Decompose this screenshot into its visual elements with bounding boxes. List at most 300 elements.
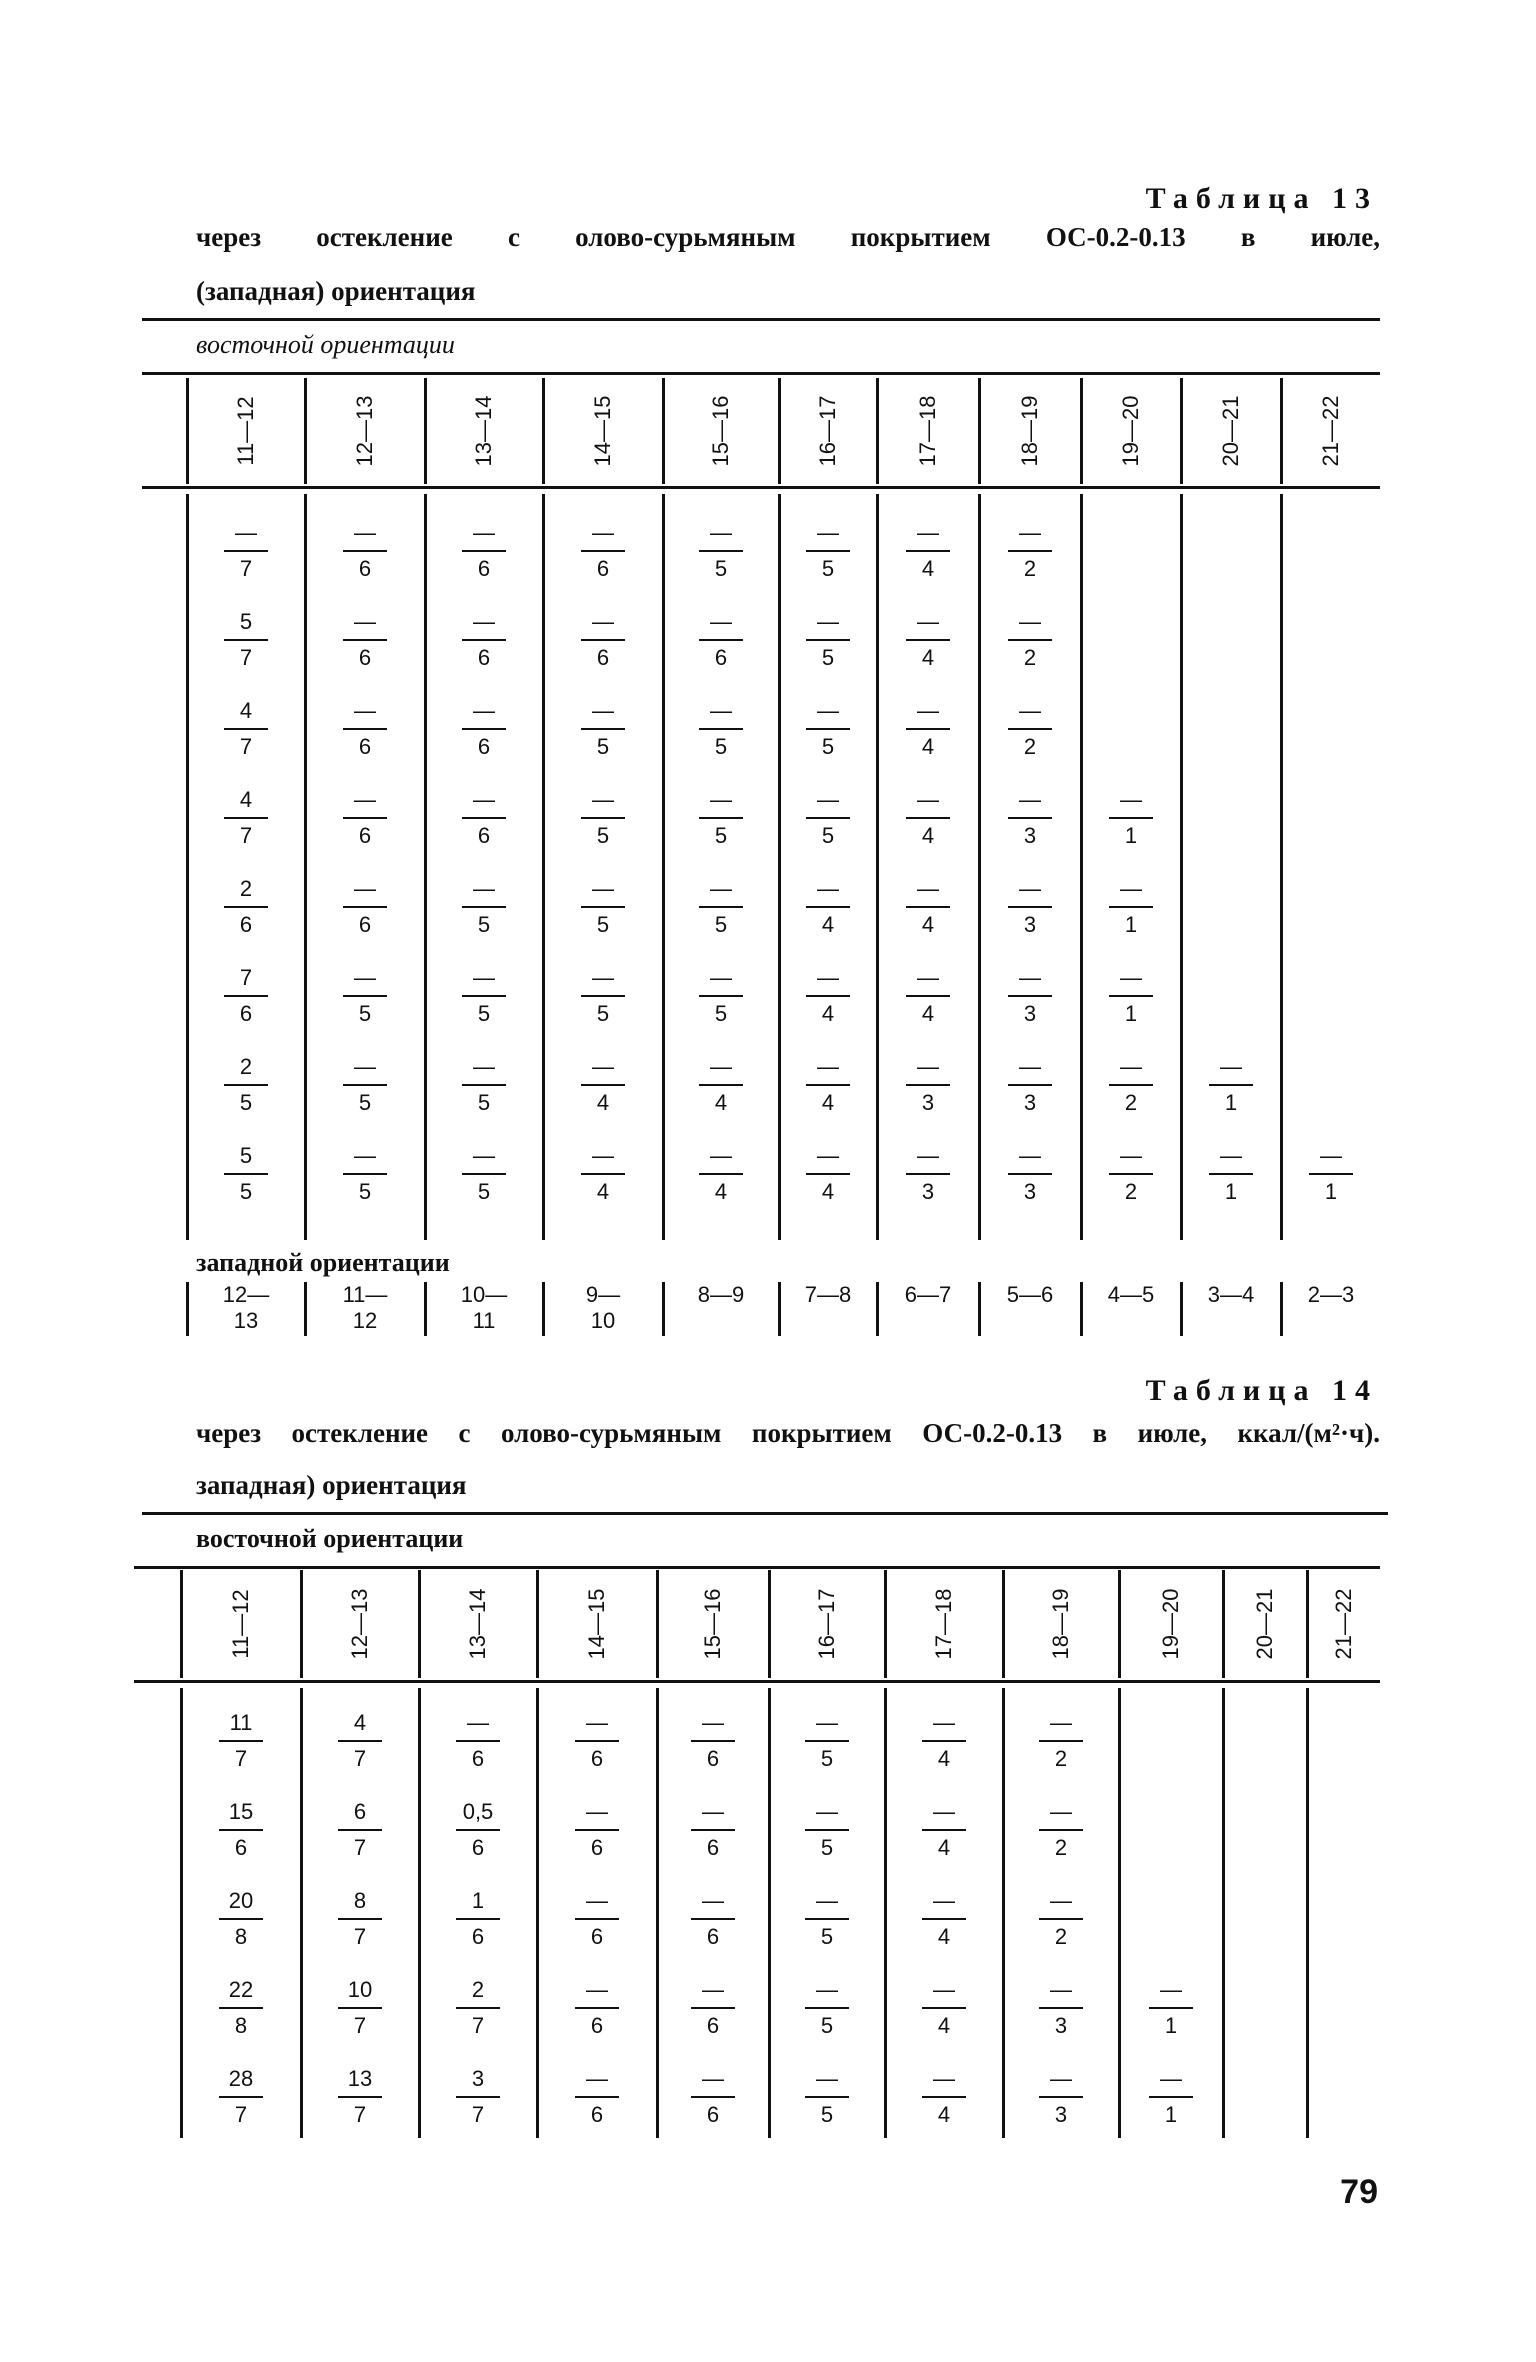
fraction-denominator: 6: [358, 734, 372, 759]
column-divider: [778, 1282, 781, 1336]
column-header: 16—17: [815, 395, 840, 467]
fraction-bar: [462, 1084, 506, 1086]
column-divider: [876, 378, 879, 484]
fraction-denominator: 1: [1164, 2102, 1178, 2127]
fraction-cell: [211, 1799, 271, 1861]
fraction-cell: [683, 1710, 743, 1772]
fraction-bar: [456, 2096, 500, 2098]
fraction-numerator: —: [1019, 876, 1041, 901]
fraction-bar: [343, 1173, 387, 1175]
fraction-bar: [581, 550, 625, 552]
fraction-bar: [1008, 728, 1052, 730]
fraction-bar: [805, 2007, 849, 2009]
fraction-bar: [343, 728, 387, 730]
fraction-bar: [338, 2096, 382, 2098]
west-hour-line: 10—: [460, 1282, 508, 1307]
column-divider: [1222, 1688, 1225, 2138]
fraction-bar: [699, 817, 743, 819]
fraction-numerator: 5: [239, 609, 253, 634]
fraction-cell: [691, 965, 751, 1027]
fraction-numerator: 22: [228, 1977, 254, 2002]
column-divider: [300, 1570, 303, 1678]
fraction-denominator: 7: [353, 2013, 367, 2038]
fraction-numerator: 15: [228, 1799, 254, 1824]
fraction-cell: [691, 609, 751, 671]
west-hour-cell: [1108, 1282, 1154, 1308]
fraction-bar: [224, 817, 268, 819]
fraction-numerator: 13: [347, 2066, 373, 2091]
fraction-denominator: 7: [239, 823, 253, 848]
fraction-cell: [335, 787, 395, 849]
fraction-bar: [699, 995, 743, 997]
fraction-denominator: 4: [821, 1179, 835, 1204]
fraction-denominator: 6: [477, 734, 491, 759]
fraction-denominator: 5: [820, 1835, 834, 1860]
table13-rule-header-top: [142, 372, 1380, 375]
west-hour-line: 12—: [222, 1282, 270, 1307]
fraction-numerator: —: [817, 698, 839, 723]
fraction-cell: [335, 1143, 395, 1205]
fraction-numerator: 4: [239, 698, 253, 723]
fraction-denominator: 5: [239, 1090, 253, 1115]
fraction-denominator: 5: [596, 734, 610, 759]
fraction-numerator: —: [354, 698, 376, 723]
fraction-cell: [330, 1710, 390, 1772]
fraction-cell: [898, 787, 958, 849]
fraction-cell: [335, 520, 395, 582]
fraction-cell: [1000, 876, 1060, 938]
column-divider: [1306, 1570, 1309, 1678]
fraction-bar: [343, 550, 387, 552]
fraction-cell: [691, 698, 751, 760]
fraction-numerator: 28: [228, 2066, 254, 2091]
fraction-denominator: 5: [477, 1001, 491, 1026]
fraction-numerator: —: [354, 876, 376, 901]
fraction-cell: [1141, 1977, 1201, 2039]
table13-caption-line1: через остекление с олово-сурьмяным покрытием ОС-0.2-0.13 в июле,: [196, 222, 1380, 252]
fraction-numerator: —: [586, 1799, 608, 1824]
fraction-bar: [581, 1084, 625, 1086]
fraction-cell: [211, 1710, 271, 1772]
fraction-cell: [211, 1888, 271, 1950]
fraction-bar: [219, 1829, 263, 1831]
west-hour-line: 10: [590, 1308, 616, 1333]
fraction-denominator: 4: [937, 2102, 951, 2127]
column-divider: [978, 1282, 981, 1336]
fraction-denominator: 5: [714, 912, 728, 937]
fraction-numerator: —: [702, 1888, 724, 1913]
west-hour-line: 11—: [342, 1282, 388, 1307]
fraction-cell: [454, 965, 514, 1027]
west-hour-cell: [343, 1282, 388, 1334]
fraction-bar: [699, 550, 743, 552]
column-header: 20—21: [1218, 395, 1243, 467]
west-hour-cell: [1007, 1282, 1053, 1308]
fraction-numerator: 0,5: [462, 1799, 494, 1824]
column-divider: [1180, 494, 1183, 1240]
column-divider: [1002, 1688, 1005, 2138]
fraction-numerator: —: [1120, 1054, 1142, 1079]
fraction-denominator: 6: [358, 645, 372, 670]
fraction-bar: [805, 2096, 849, 2098]
fraction-numerator: 8: [353, 1888, 367, 1913]
fraction-bar: [1039, 1740, 1083, 1742]
fraction-numerator: —: [917, 1143, 939, 1168]
column-header: 15—16: [708, 395, 733, 467]
fraction-denominator: 6: [239, 912, 253, 937]
table14-rule-top: [142, 1512, 1388, 1515]
fraction-denominator: 5: [714, 1001, 728, 1026]
fraction-numerator: —: [473, 609, 495, 634]
fraction-numerator: —: [817, 520, 839, 545]
fraction-denominator: 4: [921, 823, 935, 848]
fraction-numerator: 10: [347, 1977, 373, 2002]
fraction-bar: [224, 995, 268, 997]
fraction-bar: [922, 1829, 966, 1831]
fraction-numerator: —: [354, 609, 376, 634]
column-divider: [424, 494, 427, 1240]
fraction-cell: [448, 2066, 508, 2128]
fraction-numerator: —: [933, 1799, 955, 1824]
fraction-bar: [219, 1918, 263, 1920]
fraction-denominator: 6: [471, 1746, 485, 1771]
fraction-cell: [914, 1977, 974, 2039]
fraction-bar: [224, 1084, 268, 1086]
fraction-denominator: 5: [820, 1924, 834, 1949]
fraction-numerator: —: [817, 1143, 839, 1168]
fraction-denominator: 4: [821, 1001, 835, 1026]
fraction-cell: [797, 1888, 857, 1950]
fraction-bar: [224, 1173, 268, 1175]
fraction-numerator: —: [1050, 1710, 1072, 1735]
fraction-denominator: 5: [477, 1179, 491, 1204]
fraction-bar: [806, 728, 850, 730]
fraction-numerator: —: [702, 1710, 724, 1735]
fraction-bar: [1039, 2096, 1083, 2098]
fraction-bar: [699, 728, 743, 730]
fraction-bar: [805, 1829, 849, 1831]
fraction-denominator: 6: [590, 2102, 604, 2127]
fraction-denominator: 4: [596, 1090, 610, 1115]
fraction-cell: [898, 520, 958, 582]
column-divider: [768, 1570, 771, 1678]
fraction-numerator: —: [710, 787, 732, 812]
fraction-bar: [691, 2007, 735, 2009]
fraction-numerator: —: [1320, 1143, 1342, 1168]
column-divider: [884, 1688, 887, 2138]
fraction-denominator: 5: [820, 2013, 834, 2038]
fraction-denominator: 6: [471, 1835, 485, 1860]
fraction-bar: [922, 1740, 966, 1742]
fraction-bar: [691, 1829, 735, 1831]
fraction-bar: [462, 639, 506, 641]
fraction-numerator: —: [1220, 1054, 1242, 1079]
west-hour-line: 6—7: [904, 1282, 952, 1307]
fraction-bar: [343, 995, 387, 997]
column-header: 11—12: [228, 1589, 253, 1659]
fraction-numerator: —: [1019, 787, 1041, 812]
fraction-numerator: —: [592, 520, 614, 545]
fraction-denominator: 1: [1124, 912, 1138, 937]
fraction-denominator: 5: [820, 1746, 834, 1771]
fraction-cell: [330, 1799, 390, 1861]
fraction-cell: [683, 2066, 743, 2128]
fraction-denominator: 2: [1023, 645, 1037, 670]
fraction-bar: [343, 817, 387, 819]
fraction-bar: [691, 1918, 735, 1920]
fraction-bar: [343, 1084, 387, 1086]
fraction-bar: [806, 1084, 850, 1086]
fraction-denominator: 2: [1124, 1090, 1138, 1115]
column-header: 21—22: [1331, 1588, 1356, 1660]
fraction-numerator: —: [702, 1977, 724, 2002]
fraction-cell: [335, 1054, 395, 1116]
table14-caption-line2: западная) ориентация: [196, 1470, 467, 1500]
fraction-cell: [335, 876, 395, 938]
fraction-numerator: —: [1160, 2066, 1182, 2091]
fraction-denominator: 2: [1054, 1835, 1068, 1860]
fraction-numerator: —: [917, 876, 939, 901]
fraction-numerator: —: [933, 2066, 955, 2091]
fraction-denominator: 1: [1164, 2013, 1178, 2038]
fraction-numerator: 3: [471, 2066, 485, 2091]
fraction-cell: [454, 1143, 514, 1205]
fraction-numerator: —: [816, 1977, 838, 2002]
fraction-numerator: —: [1220, 1143, 1242, 1168]
west-hour-line: 5—6: [1006, 1282, 1054, 1307]
fraction-bar: [806, 906, 850, 908]
column-divider: [662, 378, 665, 484]
fraction-numerator: —: [816, 1799, 838, 1824]
fraction-cell: [454, 698, 514, 760]
fraction-bar: [906, 728, 950, 730]
fraction-denominator: 4: [821, 912, 835, 937]
column-divider: [1280, 494, 1283, 1240]
column-divider: [1306, 1688, 1309, 2138]
fraction-denominator: 3: [1023, 912, 1037, 937]
column-header: 21—22: [1318, 395, 1343, 467]
fraction-numerator: —: [473, 1054, 495, 1079]
fraction-cell: [798, 787, 858, 849]
fraction-denominator: 6: [590, 1835, 604, 1860]
column-divider: [978, 378, 981, 484]
west-hour-line: 11: [472, 1308, 496, 1333]
fraction-denominator: 6: [358, 823, 372, 848]
fraction-cell: [216, 787, 276, 849]
fraction-cell: [1000, 787, 1060, 849]
fraction-numerator: 6: [353, 1799, 367, 1824]
fraction-bar: [922, 2007, 966, 2009]
fraction-numerator: —: [1050, 2066, 1072, 2091]
fraction-denominator: 5: [358, 1001, 372, 1026]
fraction-numerator: —: [1120, 1143, 1142, 1168]
column-header: 19—20: [1158, 1588, 1183, 1660]
fraction-numerator: —: [817, 1054, 839, 1079]
fraction-bar: [1039, 1918, 1083, 1920]
fraction-numerator: —: [473, 1143, 495, 1168]
fraction-bar: [456, 1829, 500, 1831]
fraction-numerator: —: [354, 520, 376, 545]
fraction-bar: [219, 1740, 263, 1742]
fraction-denominator: 6: [596, 645, 610, 670]
fraction-cell: [573, 965, 633, 1027]
fraction-bar: [922, 2096, 966, 2098]
column-divider: [542, 494, 545, 1240]
fraction-numerator: 4: [353, 1710, 367, 1735]
fraction-bar: [338, 1918, 382, 1920]
fraction-denominator: 6: [477, 823, 491, 848]
column-divider: [876, 494, 879, 1240]
column-divider: [424, 1282, 427, 1336]
fraction-cell: [691, 520, 751, 582]
fraction-denominator: 7: [471, 2102, 485, 2127]
fraction-numerator: —: [1019, 1143, 1041, 1168]
fraction-denominator: 2: [1054, 1746, 1068, 1771]
fraction-cell: [798, 1054, 858, 1116]
fraction-cell: [1201, 1054, 1261, 1116]
fraction-numerator: —: [917, 609, 939, 634]
fraction-denominator: 1: [1124, 823, 1138, 848]
fraction-denominator: 7: [239, 556, 253, 581]
fraction-numerator: —: [1019, 698, 1041, 723]
fraction-cell: [567, 1888, 627, 1950]
fraction-bar: [462, 550, 506, 552]
fraction-denominator: 2: [1023, 734, 1037, 759]
fraction-cell: [573, 698, 633, 760]
fraction-cell: [1031, 1888, 1091, 1950]
fraction-numerator: 2: [239, 1054, 253, 1079]
west-hour-cell: [1208, 1282, 1254, 1308]
column-header: 14—15: [584, 1588, 609, 1660]
column-divider: [1118, 1688, 1121, 2138]
column-header: 20—21: [1252, 1588, 1277, 1660]
fraction-cell: [691, 787, 751, 849]
fraction-denominator: 5: [714, 556, 728, 581]
fraction-cell: [211, 2066, 271, 2128]
fraction-bar: [219, 2096, 263, 2098]
fraction-numerator: —: [710, 965, 732, 990]
fraction-bar: [575, 2096, 619, 2098]
column-divider: [656, 1688, 659, 2138]
fraction-bar: [343, 906, 387, 908]
fraction-cell: [797, 1710, 857, 1772]
fraction-numerator: —: [917, 520, 939, 545]
fraction-bar: [219, 2007, 263, 2009]
west-hour-cell: [1308, 1282, 1354, 1308]
fraction-denominator: 5: [820, 2102, 834, 2127]
fraction-cell: [1000, 698, 1060, 760]
fraction-bar: [1008, 639, 1052, 641]
table13-rule-header-bottom: [142, 486, 1380, 489]
fraction-bar: [456, 1740, 500, 1742]
fraction-cell: [1201, 1143, 1261, 1205]
fraction-numerator: 2: [239, 876, 253, 901]
fraction-denominator: 4: [921, 912, 935, 937]
fraction-denominator: 6: [590, 2013, 604, 2038]
column-header: 18—19: [1048, 1588, 1073, 1660]
fraction-cell: [1141, 2066, 1201, 2128]
column-divider: [536, 1570, 539, 1678]
column-divider: [186, 1282, 189, 1336]
fraction-cell: [330, 2066, 390, 2128]
fraction-numerator: 20: [228, 1888, 254, 1913]
fraction-bar: [1149, 2007, 1193, 2009]
fraction-cell: [448, 1710, 508, 1772]
fraction-numerator: 5: [239, 1143, 253, 1168]
fraction-denominator: 6: [590, 1746, 604, 1771]
column-divider: [1180, 378, 1183, 484]
fraction-cell: [914, 1888, 974, 1950]
fraction-numerator: —: [354, 1143, 376, 1168]
fraction-bar: [575, 1918, 619, 1920]
fraction-cell: [1000, 1054, 1060, 1116]
fraction-bar: [462, 1173, 506, 1175]
fraction-numerator: 7: [239, 965, 253, 990]
fraction-numerator: —: [354, 787, 376, 812]
fraction-numerator: —: [473, 698, 495, 723]
fraction-bar: [906, 1084, 950, 1086]
fraction-denominator: 1: [1324, 1179, 1338, 1204]
fraction-denominator: 4: [821, 1090, 835, 1115]
fraction-bar: [699, 1173, 743, 1175]
fraction-cell: [798, 609, 858, 671]
column-divider: [536, 1688, 539, 2138]
fraction-numerator: —: [917, 965, 939, 990]
fraction-cell: [798, 698, 858, 760]
fraction-cell: [1031, 1977, 1091, 2039]
fraction-numerator: —: [1050, 1799, 1072, 1824]
column-header: 13—14: [471, 395, 496, 467]
fraction-bar: [906, 550, 950, 552]
fraction-cell: [211, 1977, 271, 2039]
fraction-numerator: —: [817, 876, 839, 901]
fraction-cell: [691, 1143, 751, 1205]
fraction-cell: [567, 1710, 627, 1772]
page-number: 79: [1340, 2173, 1378, 2211]
fraction-denominator: 4: [921, 734, 935, 759]
column-divider: [542, 1282, 545, 1336]
fraction-numerator: —: [592, 698, 614, 723]
column-header: 15—16: [700, 1588, 725, 1660]
fraction-cell: [1101, 965, 1161, 1027]
fraction-denominator: 6: [590, 1924, 604, 1949]
table13-caption-line2: (западная) ориентация: [196, 276, 476, 306]
column-divider: [884, 1570, 887, 1678]
fraction-denominator: 4: [921, 1001, 935, 1026]
fraction-bar: [456, 1918, 500, 1920]
fraction-bar: [1008, 995, 1052, 997]
fraction-bar: [575, 1829, 619, 1831]
fraction-cell: [797, 1977, 857, 2039]
fraction-cell: [898, 965, 958, 1027]
fraction-numerator: —: [473, 787, 495, 812]
fraction-bar: [462, 728, 506, 730]
fraction-cell: [798, 520, 858, 582]
fraction-numerator: —: [917, 698, 939, 723]
column-divider: [656, 1570, 659, 1678]
fraction-denominator: 6: [706, 2102, 720, 2127]
fraction-denominator: 3: [1054, 2013, 1068, 2038]
fraction-cell: [330, 1888, 390, 1950]
column-header: 13—14: [465, 1588, 490, 1660]
west-hour-line: 9—: [585, 1282, 621, 1307]
fraction-bar: [575, 2007, 619, 2009]
fraction-numerator: —: [917, 787, 939, 812]
table13-rule-top: [142, 318, 1380, 321]
fraction-bar: [1039, 1829, 1083, 1831]
fraction-denominator: 3: [921, 1179, 935, 1204]
fraction-denominator: 6: [596, 556, 610, 581]
